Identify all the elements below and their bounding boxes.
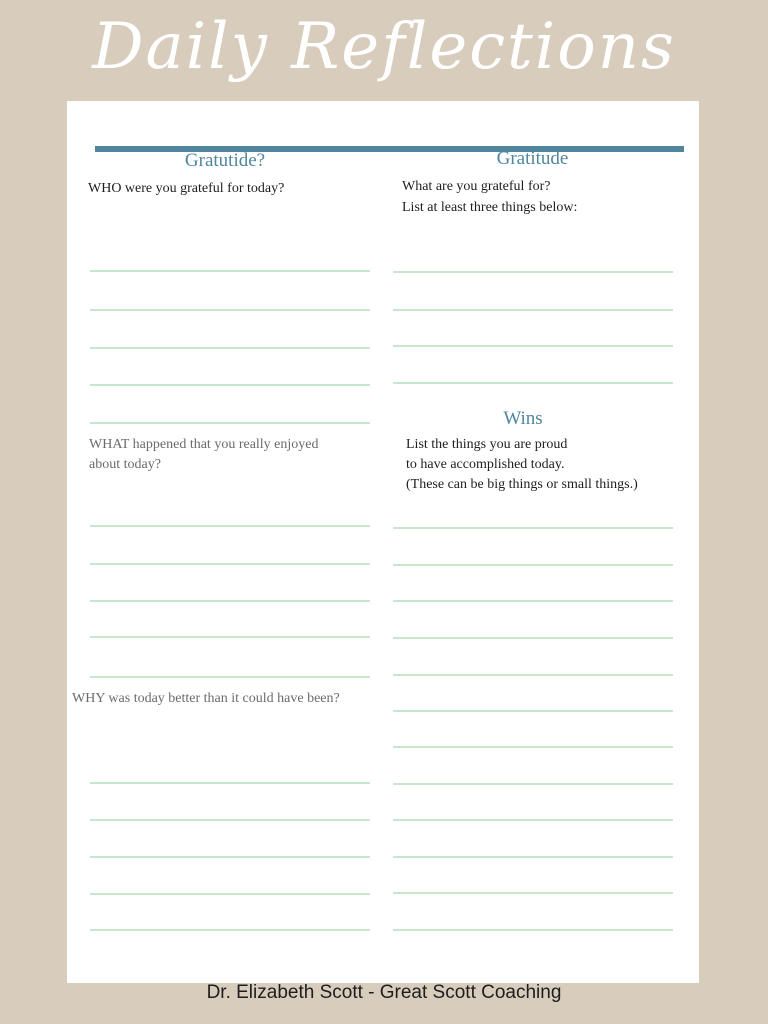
- footer-credit: Dr. Elizabeth Scott - Great Scott Coaching: [206, 982, 562, 1003]
- gratitude-question-heading: Gratutide?: [184, 150, 266, 171]
- wins-heading: Wins: [503, 408, 543, 429]
- wins-prompt-line-1: List the things you are proud: [406, 437, 568, 452]
- gratitude-prompt-line-2: List at least three things below:: [402, 200, 578, 215]
- gratitude-prompt-line-1: What are you grateful for?: [402, 179, 551, 194]
- page-title: Daily Reflections: [92, 10, 676, 84]
- wins-prompt-line-3: (These can be big things or small things.): [406, 477, 638, 492]
- wins-prompt-line-2: to have accomplished today.: [406, 457, 565, 472]
- prompt-why: WHY was today better than it could have been?: [72, 691, 340, 706]
- gratitude-heading: Gratitude: [496, 148, 569, 169]
- prompt-who: WHO were you grateful for today?: [88, 181, 285, 196]
- prompt-what-line-2: about today?: [89, 457, 161, 472]
- prompt-what-line-1: WHAT happened that you really enjoyed: [89, 437, 319, 452]
